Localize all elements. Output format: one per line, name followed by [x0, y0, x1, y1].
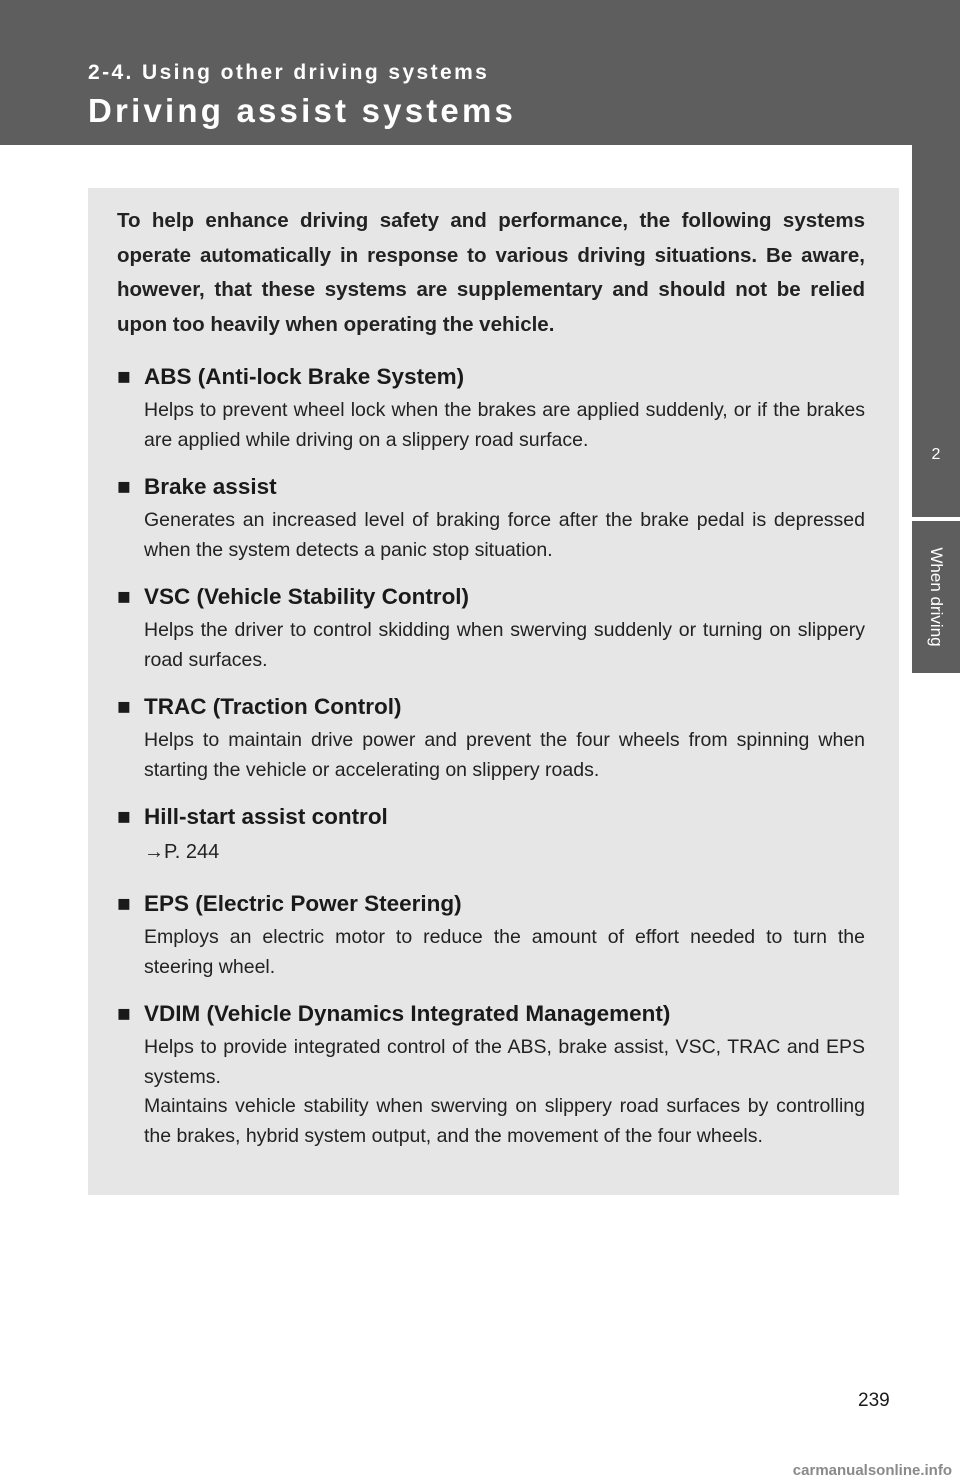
- page-reference-link[interactable]: →P. 244: [144, 841, 220, 863]
- item-body: [144, 1033, 865, 1151]
- item-heading: [117, 887, 865, 920]
- item-body-line: Helps to provide integrated control of the ABS, brake assist, VSC, TRAC and EPS systems.: [144, 1036, 865, 1088]
- chapter-label: When driving: [927, 547, 946, 647]
- item-body: Employs an electric motor to reduce the amount of effort needed to turn the steering wheel.: [144, 926, 865, 978]
- item-heading: [117, 580, 865, 613]
- item-vsc: [117, 580, 865, 675]
- item-heading-text: Brake assist: [144, 474, 277, 499]
- item-trac: [117, 690, 865, 785]
- square-bullet-icon: ■: [117, 584, 131, 609]
- item-abs: [117, 360, 865, 455]
- item-eps: [117, 887, 865, 982]
- item-heading-text: TRAC (Traction Control): [144, 694, 402, 719]
- square-bullet-icon: ■: [117, 804, 131, 829]
- square-bullet-icon: ■: [117, 1001, 131, 1026]
- chapter-number: 2: [931, 446, 941, 463]
- item-brake-assist: [117, 470, 865, 565]
- square-bullet-icon: ■: [117, 891, 131, 916]
- page-header: [0, 0, 960, 145]
- square-bullet-icon: ■: [117, 364, 131, 389]
- item-heading-text: VSC (Vehicle Stability Control): [144, 584, 470, 609]
- item-body: Helps to maintain drive power and prevent the four wheels from spinning when starting the vehicle or accelerating on slippery roads.: [144, 729, 865, 781]
- page-number: 239: [858, 1390, 890, 1411]
- item-heading: [117, 470, 865, 503]
- item-heading: [117, 997, 865, 1030]
- item-body: Helps the driver to control skidding when swerving suddenly or turning on slippery road surfaces.: [144, 619, 865, 671]
- item-body: Helps to prevent wheel lock when the brakes are applied suddenly, or if the brakes are applied while driving on a slippery road surface.: [144, 399, 865, 451]
- watermark: carmanualsonline.info: [792, 1462, 952, 1479]
- item-heading-text: VDIM (Vehicle Dynamics Integrated Management): [144, 1001, 671, 1026]
- item-vdim: [117, 997, 865, 1151]
- item-heading: [117, 360, 865, 393]
- item-body: Generates an increased level of braking force after the brake pedal is depressed when the system detects a panic stop situation.: [144, 509, 865, 561]
- content-panel: [88, 188, 899, 1195]
- item-heading-text: ABS (Anti-lock Brake System): [144, 364, 465, 389]
- item-body-line: Maintains vehicle stability when swerving on slippery road surfaces by controlling the brakes, hybrid system output, and the movement of the four wheels.: [144, 1095, 865, 1147]
- item-heading: [117, 800, 865, 833]
- item-heading: [117, 690, 865, 723]
- intro-paragraph: To help enhance driving safety and performance, the following systems operate automatically in response to various driving situations. Be aware, however, that these systems are supplementary and should not be relied upon too heavily when operating the vehicle.: [117, 209, 865, 336]
- item-hill-start-assist: [117, 800, 865, 868]
- square-bullet-icon: ■: [117, 694, 131, 719]
- item-heading-text: EPS (Electric Power Steering): [144, 891, 462, 916]
- square-bullet-icon: ■: [117, 474, 131, 499]
- page-title: Driving assist systems: [88, 92, 517, 129]
- item-heading-text: Hill-start assist control: [144, 804, 388, 829]
- section-label: 2-4. Using other driving systems: [88, 61, 490, 84]
